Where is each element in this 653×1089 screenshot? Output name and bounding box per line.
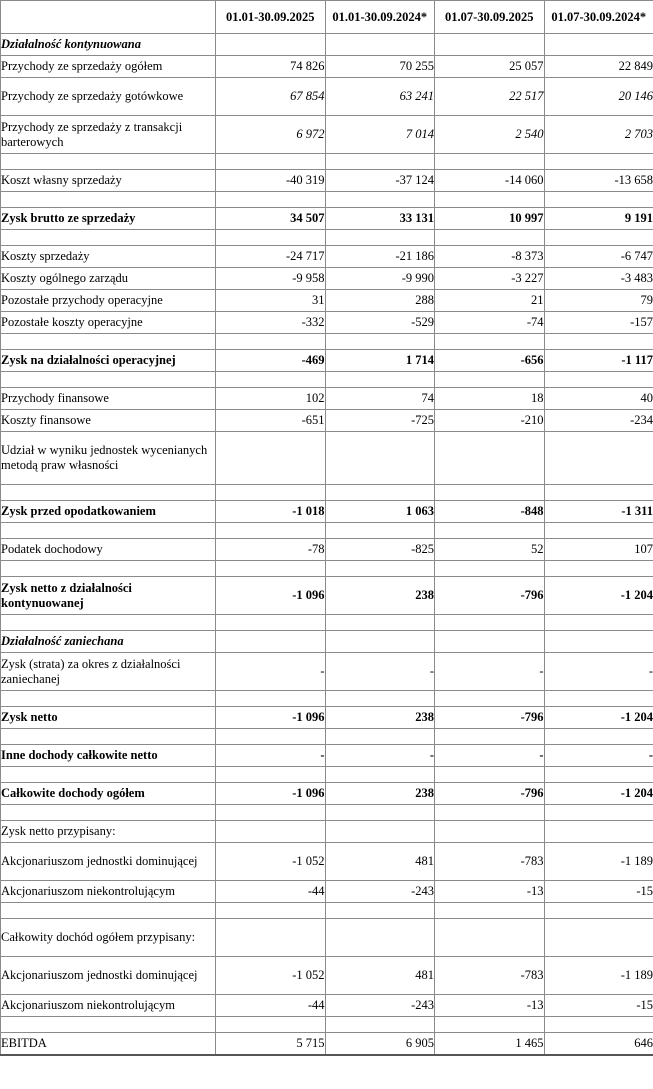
spacer-cell (1, 523, 216, 539)
row-value: -1 096 (216, 707, 326, 729)
row-value: -157 (544, 312, 653, 334)
spacer-cell (325, 805, 435, 821)
row-value: - (544, 745, 653, 767)
row-value: -44 (216, 995, 326, 1017)
row-label: Koszty ogólnego zarządu (1, 268, 216, 290)
row-value: 74 (325, 388, 435, 410)
row-value: 67 854 (216, 78, 326, 116)
row-value: 1 465 (435, 1033, 545, 1056)
spacer-cell (325, 192, 435, 208)
spacer-cell (544, 523, 653, 539)
spacer-cell (544, 767, 653, 783)
row-value: 79 (544, 290, 653, 312)
spacer-cell (1, 691, 216, 707)
spacer-cell (1, 767, 216, 783)
spacer-cell (435, 334, 545, 350)
table-row (1, 821, 653, 843)
spacer-cell (1, 192, 216, 208)
row-value: -3 227 (435, 268, 545, 290)
row-value: -796 (435, 577, 545, 615)
row-value: -1 189 (544, 957, 653, 995)
spacer-cell (435, 767, 545, 783)
row-label: Przychody ze sprzedaży z transakcji barterowych (1, 116, 216, 154)
spacer-cell (544, 334, 653, 350)
row-value: -44 (216, 881, 326, 903)
spacer-cell (435, 192, 545, 208)
row-value (216, 34, 326, 56)
row-value: -1 311 (544, 501, 653, 523)
table-row (1, 957, 653, 995)
row-label: Akcjonariuszom niekontrolującym (1, 881, 216, 903)
row-value: 63 241 (325, 78, 435, 116)
row-label: Działalność kontynuowana (1, 34, 216, 56)
row-value: -1 018 (216, 501, 326, 523)
row-value: -243 (325, 881, 435, 903)
spacer-cell (325, 523, 435, 539)
row-value (435, 919, 545, 957)
spacer-cell (435, 485, 545, 501)
column-header-period-4: 01.07-30.09.2024* (544, 1, 653, 34)
spacer-cell (435, 230, 545, 246)
spacer-cell (1, 561, 216, 577)
row-value: 238 (325, 783, 435, 805)
row-value: -656 (435, 350, 545, 372)
column-header-label (1, 1, 216, 34)
row-value: -848 (435, 501, 545, 523)
row-label: Całkowity dochód ogółem przypisany: (1, 919, 216, 957)
row-label: Zysk przed opodatkowaniem (1, 501, 216, 523)
spacer-cell (435, 372, 545, 388)
table-spacer-row (1, 561, 653, 577)
table-header-row (1, 1, 653, 34)
spacer-cell (325, 1017, 435, 1033)
row-value: 107 (544, 539, 653, 561)
table-row (1, 1033, 653, 1056)
row-value: 34 507 (216, 208, 326, 230)
row-value: -78 (216, 539, 326, 561)
row-value: -210 (435, 410, 545, 432)
spacer-cell (325, 230, 435, 246)
spacer-cell (216, 334, 326, 350)
spacer-cell (1, 805, 216, 821)
row-value: -1 204 (544, 707, 653, 729)
spacer-cell (325, 561, 435, 577)
row-value: -74 (435, 312, 545, 334)
table-spacer-row (1, 154, 653, 170)
row-value (325, 432, 435, 485)
table-row (1, 653, 653, 691)
row-value (435, 631, 545, 653)
row-value (325, 919, 435, 957)
spacer-cell (325, 615, 435, 631)
spacer-cell (435, 523, 545, 539)
row-value: 20 146 (544, 78, 653, 116)
table-row (1, 631, 653, 653)
spacer-cell (325, 334, 435, 350)
spacer-cell (325, 767, 435, 783)
row-value (435, 34, 545, 56)
row-value: -9 958 (216, 268, 326, 290)
financial-statement-body (1, 1, 653, 1056)
table-row (1, 432, 653, 485)
table-row (1, 881, 653, 903)
column-header-period-1: 01.01-30.09.2025 (216, 1, 326, 34)
spacer-cell (435, 691, 545, 707)
spacer-cell (216, 903, 326, 919)
table-spacer-row (1, 192, 653, 208)
table-row (1, 170, 653, 192)
row-value: -9 990 (325, 268, 435, 290)
spacer-cell (435, 729, 545, 745)
table-row (1, 388, 653, 410)
row-value: 1 063 (325, 501, 435, 523)
spacer-cell (544, 903, 653, 919)
spacer-cell (544, 485, 653, 501)
row-label: Akcjonariuszom jednostki dominującej (1, 843, 216, 881)
spacer-cell (544, 154, 653, 170)
row-value: 6 905 (325, 1033, 435, 1056)
table-row (1, 995, 653, 1017)
spacer-cell (1, 903, 216, 919)
row-value: - (325, 653, 435, 691)
row-value: 481 (325, 843, 435, 881)
spacer-cell (544, 230, 653, 246)
table-row (1, 843, 653, 881)
column-header-period-2: 01.01-30.09.2024* (325, 1, 435, 34)
table-row (1, 312, 653, 334)
row-label: Pozostałe koszty operacyjne (1, 312, 216, 334)
spacer-cell (544, 729, 653, 745)
row-value (216, 631, 326, 653)
table-spacer-row (1, 1017, 653, 1033)
table-row (1, 745, 653, 767)
row-value (216, 432, 326, 485)
table-spacer-row (1, 767, 653, 783)
row-label: Zysk netto przypisany: (1, 821, 216, 843)
row-value: -651 (216, 410, 326, 432)
row-label: Zysk (strata) za okres z działalności zaniechanej (1, 653, 216, 691)
table-spacer-row (1, 691, 653, 707)
spacer-cell (1, 485, 216, 501)
spacer-cell (544, 192, 653, 208)
row-label: Koszty sprzedaży (1, 246, 216, 268)
row-value: -15 (544, 995, 653, 1017)
row-value: 74 826 (216, 56, 326, 78)
row-value: -796 (435, 783, 545, 805)
row-value (544, 919, 653, 957)
row-label: Inne dochody całkowite netto (1, 745, 216, 767)
row-label: Działalność zaniechana (1, 631, 216, 653)
table-row (1, 501, 653, 523)
row-value: -8 373 (435, 246, 545, 268)
spacer-cell (435, 1017, 545, 1033)
row-value: -825 (325, 539, 435, 561)
row-value: -725 (325, 410, 435, 432)
spacer-cell (1, 230, 216, 246)
table-spacer-row (1, 903, 653, 919)
row-value: - (544, 653, 653, 691)
row-value (216, 919, 326, 957)
spacer-cell (216, 1017, 326, 1033)
row-value: -796 (435, 707, 545, 729)
table-spacer-row (1, 372, 653, 388)
spacer-cell (216, 485, 326, 501)
table-row (1, 783, 653, 805)
row-label: EBITDA (1, 1033, 216, 1056)
row-value: 52 (435, 539, 545, 561)
row-label: Udział w wyniku jednostek wycenianych metodą praw własności (1, 432, 216, 485)
row-value: -14 060 (435, 170, 545, 192)
row-value (325, 631, 435, 653)
row-value: 1 714 (325, 350, 435, 372)
row-value: - (216, 745, 326, 767)
row-value: -3 483 (544, 268, 653, 290)
row-value: 5 715 (216, 1033, 326, 1056)
row-value: 102 (216, 388, 326, 410)
row-value: - (435, 653, 545, 691)
row-value: -1 117 (544, 350, 653, 372)
row-label: Pozostałe przychody operacyjne (1, 290, 216, 312)
table-row (1, 34, 653, 56)
row-label: Podatek dochodowy (1, 539, 216, 561)
row-label: Koszty finansowe (1, 410, 216, 432)
spacer-cell (216, 372, 326, 388)
row-value: -13 658 (544, 170, 653, 192)
row-label: Przychody ze sprzedaży ogółem (1, 56, 216, 78)
row-value (435, 432, 545, 485)
table-row (1, 56, 653, 78)
row-value: -1 204 (544, 783, 653, 805)
row-value: 9 191 (544, 208, 653, 230)
row-value (544, 432, 653, 485)
table-row (1, 350, 653, 372)
row-value (544, 631, 653, 653)
row-label: Zysk na działalności operacyjnej (1, 350, 216, 372)
row-value: 646 (544, 1033, 653, 1056)
row-value: -6 747 (544, 246, 653, 268)
row-label: Zysk netto z działalności kontynuowanej (1, 577, 216, 615)
row-value: 18 (435, 388, 545, 410)
spacer-cell (1, 729, 216, 745)
table-spacer-row (1, 230, 653, 246)
table-row (1, 116, 653, 154)
spacer-cell (544, 561, 653, 577)
spacer-cell (544, 615, 653, 631)
row-value (544, 821, 653, 843)
table-row (1, 707, 653, 729)
spacer-cell (1, 154, 216, 170)
row-label: Całkowite dochody ogółem (1, 783, 216, 805)
table-spacer-row (1, 485, 653, 501)
table-spacer-row (1, 729, 653, 745)
spacer-cell (325, 485, 435, 501)
spacer-cell (216, 230, 326, 246)
table-spacer-row (1, 334, 653, 350)
row-value (435, 821, 545, 843)
spacer-cell (325, 691, 435, 707)
spacer-cell (325, 729, 435, 745)
spacer-cell (216, 729, 326, 745)
row-value: -243 (325, 995, 435, 1017)
row-value: 7 014 (325, 116, 435, 154)
row-value (325, 821, 435, 843)
row-value: 33 131 (325, 208, 435, 230)
spacer-cell (544, 691, 653, 707)
spacer-cell (1, 1017, 216, 1033)
table-spacer-row (1, 523, 653, 539)
spacer-cell (216, 192, 326, 208)
spacer-cell (325, 903, 435, 919)
table-row (1, 290, 653, 312)
row-value: -1 189 (544, 843, 653, 881)
row-value: 238 (325, 577, 435, 615)
row-value: -1 052 (216, 843, 326, 881)
row-value: - (216, 653, 326, 691)
row-label: Akcjonariuszom niekontrolującym (1, 995, 216, 1017)
row-value: 40 (544, 388, 653, 410)
row-value: 25 057 (435, 56, 545, 78)
row-value (216, 821, 326, 843)
row-value: 31 (216, 290, 326, 312)
spacer-cell (1, 372, 216, 388)
row-value (325, 34, 435, 56)
row-value: -332 (216, 312, 326, 334)
spacer-cell (216, 805, 326, 821)
spacer-cell (1, 334, 216, 350)
row-value: - (435, 745, 545, 767)
table-row (1, 410, 653, 432)
row-value: -1 096 (216, 783, 326, 805)
row-value: 238 (325, 707, 435, 729)
spacer-cell (216, 523, 326, 539)
table-spacer-row (1, 805, 653, 821)
row-label: Przychody ze sprzedaży gotówkowe (1, 78, 216, 116)
table-spacer-row (1, 615, 653, 631)
row-value: -469 (216, 350, 326, 372)
spacer-cell (544, 372, 653, 388)
spacer-cell (216, 691, 326, 707)
table-row (1, 539, 653, 561)
row-value: 481 (325, 957, 435, 995)
row-value: -37 124 (325, 170, 435, 192)
spacer-cell (435, 805, 545, 821)
spacer-cell (216, 154, 326, 170)
table-row (1, 919, 653, 957)
table-row (1, 78, 653, 116)
spacer-cell (435, 154, 545, 170)
row-value: 288 (325, 290, 435, 312)
spacer-cell (325, 154, 435, 170)
row-value: 21 (435, 290, 545, 312)
row-label: Przychody finansowe (1, 388, 216, 410)
row-value: -15 (544, 881, 653, 903)
row-value: 2 703 (544, 116, 653, 154)
row-value: -529 (325, 312, 435, 334)
spacer-cell (216, 767, 326, 783)
column-header-period-3: 01.07-30.09.2025 (435, 1, 545, 34)
spacer-cell (435, 561, 545, 577)
spacer-cell (216, 561, 326, 577)
table-row (1, 246, 653, 268)
spacer-cell (216, 615, 326, 631)
row-value: -1 052 (216, 957, 326, 995)
table-row (1, 577, 653, 615)
spacer-cell (435, 903, 545, 919)
row-value: 22 849 (544, 56, 653, 78)
row-value: 10 997 (435, 208, 545, 230)
table-row (1, 268, 653, 290)
row-label: Koszt własny sprzedaży (1, 170, 216, 192)
row-value: - (325, 745, 435, 767)
row-value: -783 (435, 957, 545, 995)
row-value: 22 517 (435, 78, 545, 116)
row-value: -13 (435, 881, 545, 903)
spacer-cell (544, 805, 653, 821)
row-value: -13 (435, 995, 545, 1017)
row-value: 6 972 (216, 116, 326, 154)
row-label: Zysk brutto ze sprzedaży (1, 208, 216, 230)
row-value: -21 186 (325, 246, 435, 268)
table-row (1, 208, 653, 230)
spacer-cell (544, 1017, 653, 1033)
row-value: -24 717 (216, 246, 326, 268)
row-value: 2 540 (435, 116, 545, 154)
row-value: -1 096 (216, 577, 326, 615)
row-value: -234 (544, 410, 653, 432)
row-value: 70 255 (325, 56, 435, 78)
row-value (544, 34, 653, 56)
row-value: -1 204 (544, 577, 653, 615)
row-value: -783 (435, 843, 545, 881)
spacer-cell (325, 372, 435, 388)
row-value: -40 319 (216, 170, 326, 192)
spacer-cell (1, 615, 216, 631)
spacer-cell (435, 615, 545, 631)
row-label: Akcjonariuszom jednostki dominującej (1, 957, 216, 995)
row-label: Zysk netto (1, 707, 216, 729)
